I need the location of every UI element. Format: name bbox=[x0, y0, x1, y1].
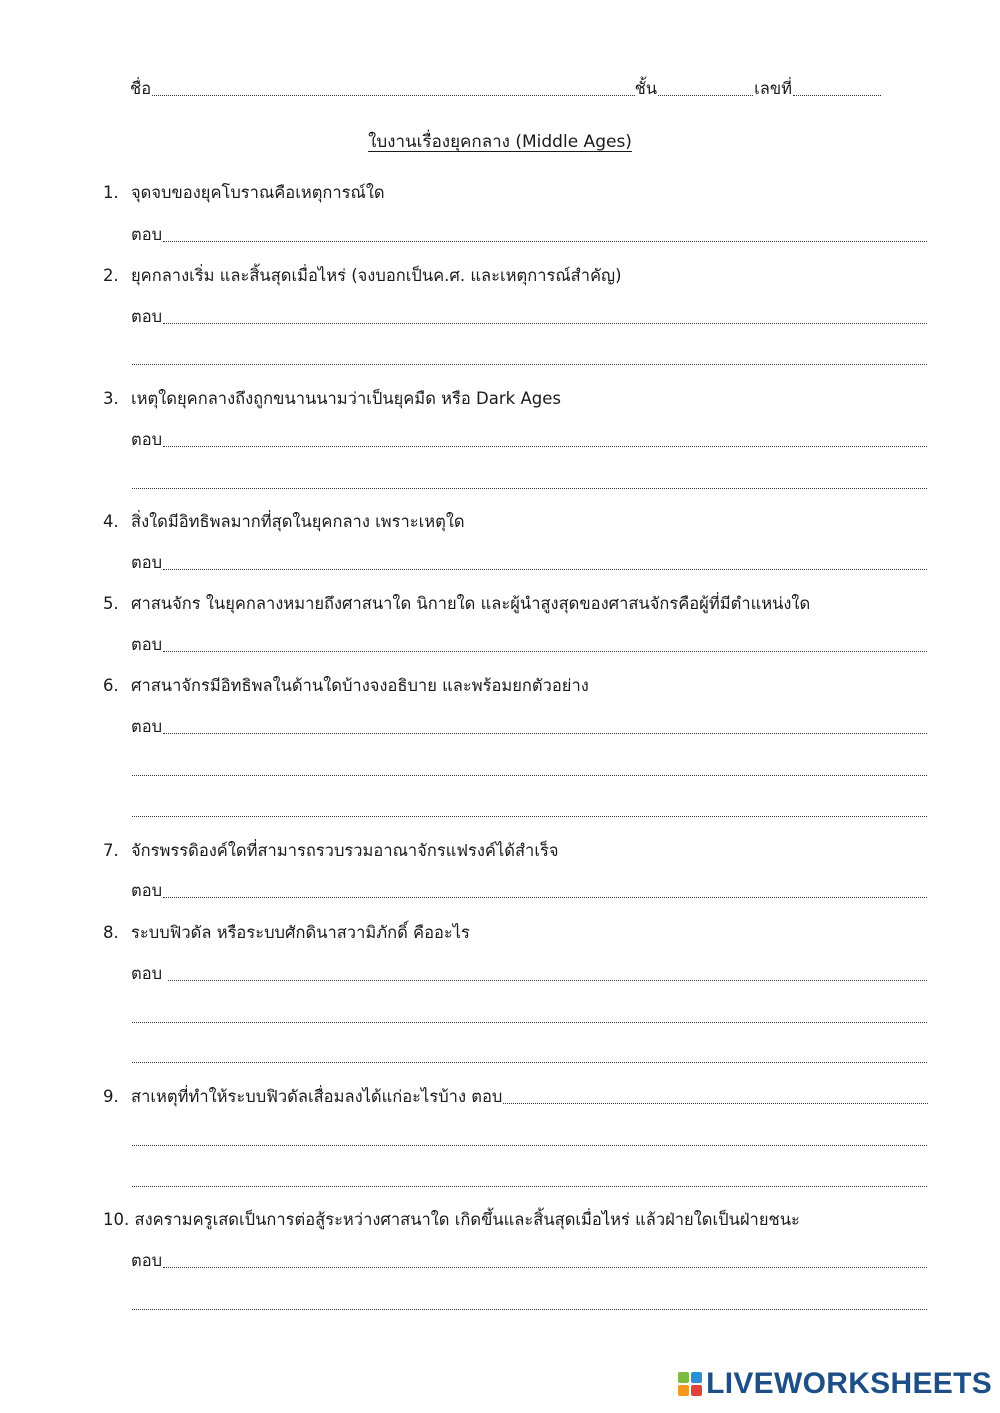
answer-line[interactable] bbox=[163, 896, 927, 898]
question-1 bbox=[103, 180, 928, 206]
answer-6-extra[interactable] bbox=[131, 797, 927, 823]
answer-8-extra[interactable] bbox=[131, 1003, 927, 1029]
header-line bbox=[130, 76, 882, 102]
answer-line[interactable] bbox=[163, 322, 927, 324]
question-5 bbox=[103, 591, 928, 617]
answer-line[interactable] bbox=[132, 1021, 927, 1023]
question-number: 5. bbox=[103, 594, 119, 613]
answer-line[interactable] bbox=[168, 979, 927, 981]
question-text: ศาสนจักร ในยุคกลางหมายถึงศาสนาใด นิกายใด และผู้นำสูงสุดของศาสนจักรคือผู้ที่มีตำแหน่งใด bbox=[131, 594, 811, 613]
answer-label: ตอบ bbox=[131, 881, 163, 900]
question-text: สิ่งใดมีอิทธิพลมากที่สุดในยุคกลาง เพราะเหตุใด bbox=[131, 512, 465, 531]
answer-line[interactable] bbox=[163, 240, 927, 242]
answer-line[interactable] bbox=[132, 774, 927, 776]
number-label: เลขที่ bbox=[754, 79, 792, 98]
question-number: 3. bbox=[103, 389, 119, 408]
question-number: 4. bbox=[103, 512, 119, 531]
answer-line[interactable] bbox=[503, 1102, 928, 1104]
question-text: สาเหตุที่ทำให้ระบบฟิวดัลเสื่อมลงได้แก่อะไรบ้าง bbox=[131, 1087, 466, 1106]
answer-label: ตอบ bbox=[131, 430, 163, 449]
answer-8-extra[interactable] bbox=[131, 1043, 927, 1069]
answer-label: ตอบ bbox=[131, 635, 163, 654]
question-8 bbox=[103, 920, 928, 946]
answer-4[interactable] bbox=[131, 550, 927, 576]
answer-line[interactable] bbox=[163, 445, 927, 447]
question-number: 1. bbox=[103, 183, 119, 202]
answer-label: ตอบ bbox=[131, 307, 163, 326]
answer-line[interactable] bbox=[132, 487, 927, 489]
answer-line[interactable] bbox=[132, 1061, 927, 1063]
page-title: ใบงานเรื่องยุคกลาง (Middle Ages) bbox=[368, 132, 632, 152]
answer-label: ตอบ bbox=[131, 717, 163, 736]
answer-line[interactable] bbox=[132, 815, 927, 817]
question-text: ยุคกลางเริ่ม และสิ้นสุดเมื่อไหร่ (จงบอกเป็นค.ศ. และเหตุการณ์สำคัญ) bbox=[131, 266, 622, 285]
question-text: เหตุใดยุคกลางถึงถูกขนานนามว่าเป็นยุคมืด หรือ Dark Ages bbox=[131, 389, 561, 408]
answer-8[interactable] bbox=[131, 961, 927, 987]
answer-label: ตอบ bbox=[131, 964, 163, 983]
answer-line[interactable] bbox=[163, 732, 927, 734]
question-number: 7. bbox=[103, 841, 119, 860]
answer-line[interactable] bbox=[163, 568, 927, 570]
question-number: 6. bbox=[103, 676, 119, 695]
question-6 bbox=[103, 673, 928, 699]
answer-line[interactable] bbox=[132, 1144, 927, 1146]
answer-label: ตอบ bbox=[131, 1251, 163, 1270]
answer-7[interactable] bbox=[131, 878, 927, 904]
question-text: ศาสนาจักรมีอิทธิพลในด้านใดบ้างจงอธิบาย และพร้อมยกตัวอย่าง bbox=[131, 676, 589, 695]
answer-label: ตอบ bbox=[131, 553, 163, 572]
question-4 bbox=[103, 509, 928, 535]
question-10 bbox=[103, 1207, 928, 1233]
answer-3[interactable] bbox=[131, 427, 927, 453]
answer-6[interactable] bbox=[131, 714, 927, 740]
answer-3-extra[interactable] bbox=[131, 469, 927, 495]
answer-line[interactable] bbox=[163, 1266, 927, 1268]
answer-9-extra[interactable] bbox=[131, 1167, 927, 1193]
question-9 bbox=[103, 1084, 928, 1110]
answer-10[interactable] bbox=[131, 1248, 927, 1274]
question-number: 2. bbox=[103, 266, 119, 285]
question-text: ระบบฟิวดัล หรือระบบศักดินาสวามิภักดิ์ คืออะไร bbox=[131, 923, 470, 942]
answer-label: ตอบ bbox=[471, 1087, 503, 1106]
answer-line[interactable] bbox=[132, 1308, 927, 1310]
answer-10-extra[interactable] bbox=[131, 1290, 927, 1316]
question-text: จักรพรรดิองค์ใดที่สามารถรวบรวมอาณาจักรแฟรงค์ได้สำเร็จ bbox=[131, 841, 559, 860]
answer-line[interactable] bbox=[132, 1185, 927, 1187]
number-field[interactable] bbox=[793, 94, 881, 96]
answer-1[interactable] bbox=[131, 222, 927, 248]
answer-5[interactable] bbox=[131, 632, 927, 658]
answer-9-extra[interactable] bbox=[131, 1126, 927, 1152]
question-text: สงครามครูเสดเป็นการต่อสู้ระหว่างศาสนาใด เกิดขึ้นและสิ้นสุดเมื่อไหร่ แล้วฝ่ายใดเป็นฝ่ายชนะ bbox=[134, 1210, 800, 1229]
answer-line[interactable] bbox=[163, 650, 927, 652]
class-label: ชั้น bbox=[634, 79, 658, 98]
name-field[interactable] bbox=[152, 94, 634, 96]
question-number: 9. bbox=[103, 1087, 119, 1106]
answer-2-extra[interactable] bbox=[131, 345, 927, 371]
question-3 bbox=[103, 386, 928, 412]
answer-line[interactable] bbox=[132, 363, 927, 365]
logo-icon bbox=[678, 1372, 702, 1396]
answer-2[interactable] bbox=[131, 304, 927, 330]
question-number: 8. bbox=[103, 923, 119, 942]
name-label: ชื่อ bbox=[130, 79, 152, 98]
logo-text: LIVEWORKSHEETS bbox=[706, 1367, 992, 1400]
question-text: จุดจบของยุคโบราณคือเหตุการณ์ใด bbox=[131, 183, 385, 202]
answer-label: ตอบ bbox=[131, 225, 163, 244]
question-7 bbox=[103, 838, 928, 864]
liveworksheets-logo bbox=[678, 1367, 992, 1401]
question-number: 10. bbox=[103, 1210, 130, 1229]
class-field[interactable] bbox=[658, 94, 753, 96]
answer-6-extra[interactable] bbox=[131, 756, 927, 782]
question-2 bbox=[103, 263, 928, 289]
